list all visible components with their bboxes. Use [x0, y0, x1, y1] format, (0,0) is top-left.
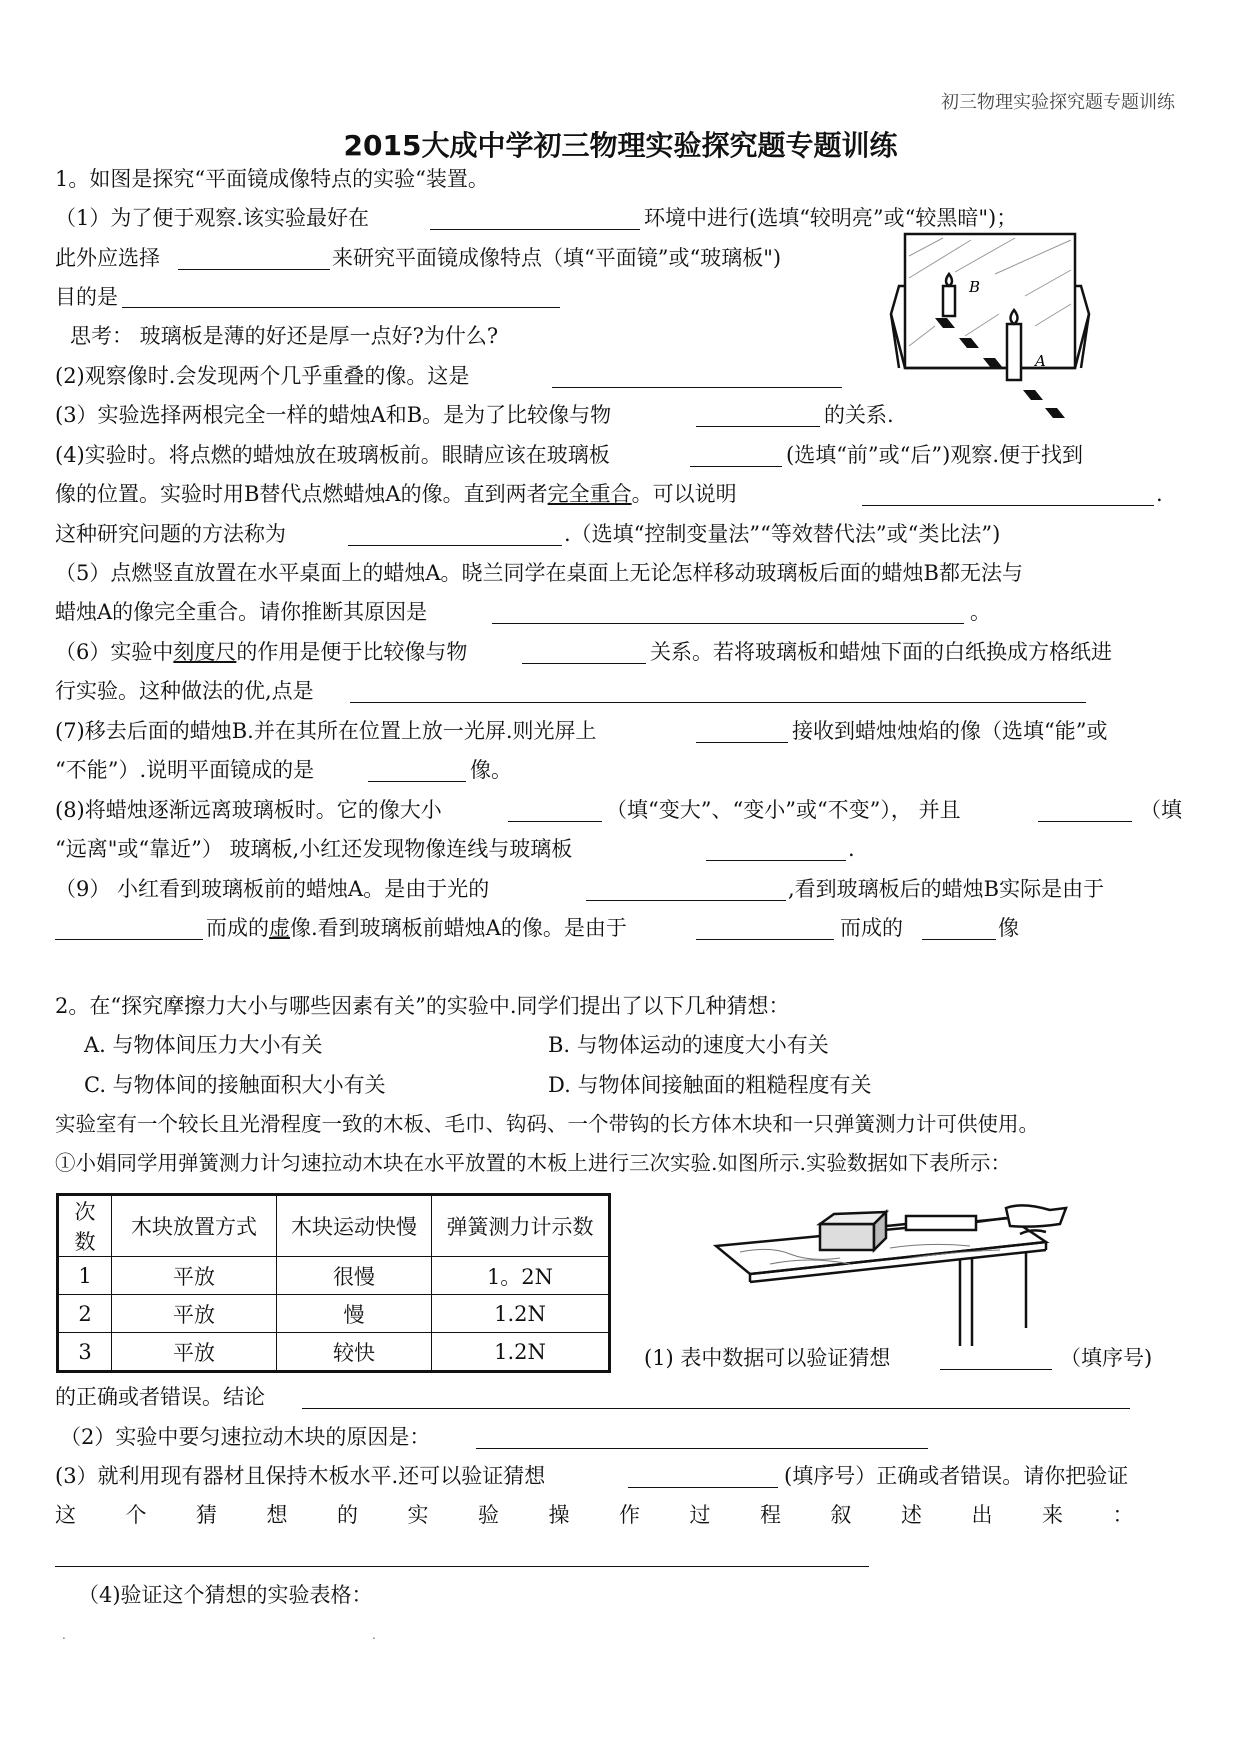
q1-p1-text-a: （1）为了便于观察.该实验最好在	[55, 206, 370, 230]
q1-blank-advantage[interactable]	[350, 702, 1086, 703]
q1-p6-text-d: 行实验。这种做法的优,点是	[55, 679, 314, 703]
q1-p1-text-e: 目的是	[55, 285, 118, 309]
q1-p9-text-e: 而成的	[840, 916, 903, 940]
q1-blank-choose[interactable]	[178, 269, 330, 270]
q1-blank-purpose[interactable]	[122, 307, 560, 308]
q1-intro: 1。如图是探究“平面镜成像特点的实验“装置。	[55, 167, 489, 191]
mirror-experiment-figure	[885, 226, 1095, 426]
q2-blank-another-hypothesis[interactable]	[628, 1487, 778, 1488]
q1-blank-relation[interactable]	[706, 860, 846, 861]
table-cell: 较快	[277, 1333, 432, 1372]
q1-blank-illustrate[interactable]	[862, 505, 1154, 506]
q1-p8-text-c: （填	[1140, 798, 1182, 822]
q1-p1-text-d: 来研究平面镜成像特点（填“平面镜”或“玻璃板")	[332, 246, 782, 270]
q1-p8-text-d: “远离"或“靠近”） 玻璃板,小红还发现物像连线与玻璃板	[55, 837, 573, 861]
table-cell: 1.2N	[432, 1295, 610, 1333]
q2-blank-hypothesis[interactable]	[940, 1369, 1052, 1370]
table-header-row	[58, 1195, 610, 1257]
q2-option-d: D. 与物体间接触面的粗糙程度有关	[548, 1073, 872, 1097]
q1-think: 思考： 玻璃板是薄的好还是厚一点好?为什么?	[70, 324, 499, 348]
q2-option-b: B. 与物体运动的速度大小有关	[548, 1033, 829, 1057]
table-row	[58, 1257, 610, 1295]
friction-experiment-figure	[710, 1188, 1080, 1348]
table-cell: 慢	[277, 1295, 432, 1333]
label-a: A	[1035, 352, 1046, 370]
table-cell: 1。2N	[432, 1257, 610, 1295]
table-cell: 3	[58, 1333, 112, 1372]
q1-blank-two-images[interactable]	[552, 387, 842, 388]
q1-p7-text-b: 接收到蜡烛烛焰的像（选填“能”或	[792, 719, 1108, 743]
page-title: 2015大成中学初三物理实验探究题专题训练	[343, 129, 898, 162]
q2-lab-equipment: 实验室有一个较长且光滑程度一致的木板、毛巾、钩码、一个带钩的长方体木块和一只弹簧测力计可供使用。	[55, 1112, 1039, 1136]
q1-p4-text-a: (4)实验时。将点燃的蜡烛放在玻璃板前。眼睛应该在玻璃板	[55, 443, 610, 467]
q1-p9-text-b: ,看到玻璃板后的蜡烛B实际是由于	[788, 877, 1105, 901]
q1-blank-compare[interactable]	[696, 426, 820, 427]
q1-p7-text-c: “不能”）.说明平面镜成的是	[55, 758, 315, 782]
q1-p5-text-b: 蜡烛A的像完全重合。请你推断其原因是	[55, 600, 428, 624]
q2-s1-text-b: （填序号)	[1060, 1346, 1153, 1370]
table-cell: 1.2N	[432, 1333, 610, 1372]
table-header: 次数	[58, 1195, 112, 1257]
q1-p7-text-a: (7)移去后面的蜡烛B.并在其所在位置上放一光屏.则光屏上	[55, 719, 597, 743]
q1-p6-text-c: 关系。若将玻璃板和蜡烛下面的白纸换成方格纸进	[650, 640, 1112, 664]
q1-blank-light-3[interactable]	[696, 939, 834, 940]
q1-blank-light-2[interactable]	[55, 939, 203, 940]
q1-p8-text-b: （填“变大”、“变小”或“不变”）， 并且	[606, 798, 961, 822]
q1-blank-image-type[interactable]	[368, 781, 466, 782]
q1-p9-text-c: 而成的虚像.看到玻璃板前蜡烛A的像。是由于	[206, 916, 627, 940]
q1-p4-text-f: .（选填“控制变量法”“等效替代法”或“类比法”)	[564, 522, 1001, 546]
q2-blank-procedure[interactable]	[55, 1566, 869, 1567]
q2-intro: 2。在“探究摩擦力大小与哪些因素有关”的实验中.同学们提出了以下几种猜想：	[55, 994, 790, 1018]
q2-option-c: C. 与物体间的接触面积大小有关	[84, 1073, 386, 1097]
q2-step1: ①小娟同学用弹簧测力计匀速拉动木块在水平放置的木板上进行三次实验.如图所示.实验数据如下表所示：	[55, 1151, 1012, 1175]
q1-blank-environment[interactable]	[430, 229, 640, 230]
q1-blank-image-kind[interactable]	[922, 939, 996, 940]
q2-s3-text-b: (填序号）正确或者错误。请你把验证	[784, 1464, 1129, 1488]
q2-blank-conclusion[interactable]	[302, 1408, 1130, 1409]
q1-blank-size[interactable]	[508, 821, 602, 822]
q1-p3-text-a: (3）实验选择两根完全一样的蜡烛A和B。是为了比较像与物	[55, 403, 612, 427]
table-header: 木块运动快慢	[277, 1195, 432, 1257]
table-cell: 1	[58, 1257, 112, 1295]
q1-p6-text-a: （6）实验中刻度尺的作用是便于比较像与物	[55, 640, 468, 664]
table-row	[58, 1295, 610, 1333]
table-cell: 很慢	[277, 1257, 432, 1295]
q1-p1-text-c: 此外应选择	[55, 246, 160, 270]
table-cell: 平放	[112, 1295, 277, 1333]
q1-p5-text-c: 。	[970, 600, 991, 624]
q2-s1-text-c: 的正确或者错误。结论	[55, 1385, 265, 1409]
q1-blank-screen[interactable]	[696, 742, 788, 743]
q1-p8-text-a: (8)将蜡烛逐渐远离玻璃板时。它的像大小	[55, 798, 442, 822]
q1-p5-text-a: （5）点燃竖直放置在水平桌面上的蜡烛A。晓兰同学在桌面上无论怎样移动玻璃板后面的蜡烛B都无法与	[55, 561, 1023, 585]
q1-blank-reason[interactable]	[492, 623, 964, 624]
q1-p2-text: (2)观察像时.会发现两个几乎重叠的像。这是	[55, 364, 470, 388]
q1-p7-text-d: 像。	[470, 758, 512, 782]
q1-blank-front-back[interactable]	[690, 466, 782, 467]
q1-p4-text-e: 这种研究问题的方法称为	[55, 522, 286, 546]
q2-s3-text-c: 这个猜想的实验操作过程叙述出来：	[55, 1503, 1183, 1527]
table-cell: 平放	[112, 1257, 277, 1295]
q1-blank-light-1[interactable]	[586, 900, 786, 901]
q2-s4-text: （4)验证这个猜想的实验表格：	[78, 1583, 373, 1607]
q2-s3-text-a: (3）就利用现有器材且保持木板水平.还可以验证猜想	[55, 1464, 546, 1488]
dot-mark-right: .	[372, 1628, 376, 1642]
q1-blank-method[interactable]	[348, 545, 562, 546]
q1-p3-text-b: 的关系.	[824, 403, 894, 427]
q1-blank-distance[interactable]	[1038, 821, 1132, 822]
q1-p4-text-b: (选填“前”或“后”)观察.便于找到	[786, 443, 1084, 467]
q1-p4-text-c: 像的位置。实验时用B替代点燃蜡烛A的像。直到两者完全重合。可以说明	[55, 482, 737, 506]
label-b: B	[969, 278, 981, 296]
q1-p6-underlined: 刻度尺	[173, 640, 237, 664]
q2-option-a: A. 与物体间压力大小有关	[84, 1033, 323, 1057]
table-cell: 2	[58, 1295, 112, 1333]
dot-mark-left: .	[62, 1628, 66, 1642]
friction-data-table	[56, 1193, 611, 1373]
q1-blank-ruler[interactable]	[522, 663, 646, 664]
q2-s1-text-a: (1) 表中数据可以验证猜想	[644, 1346, 891, 1370]
q2-blank-uniform-reason[interactable]	[476, 1448, 928, 1449]
q1-p1-text-b: 环境中进行(选填“较明亮”或“较黑暗")；	[644, 206, 1018, 230]
q1-p8-text-e: .	[848, 837, 855, 861]
q1-p4-underlined: 完全重合	[547, 482, 632, 506]
table-row	[58, 1333, 610, 1372]
q1-p9-underlined: 虚	[269, 916, 290, 940]
table-header: 木块放置方式	[112, 1195, 277, 1257]
page-header: 初三物理实验探究题专题训练	[941, 92, 1175, 113]
table-cell: 平放	[112, 1333, 277, 1372]
q1-p9-text-f: 像	[998, 916, 1019, 940]
table-header: 弹簧测力计示数	[432, 1195, 610, 1257]
q1-p9-text-a: （9） 小红看到玻璃板前的蜡烛A。是由于光的	[55, 877, 490, 901]
q2-s2-text: （2）实验中要匀速拉动木块的原因是：	[60, 1425, 431, 1449]
